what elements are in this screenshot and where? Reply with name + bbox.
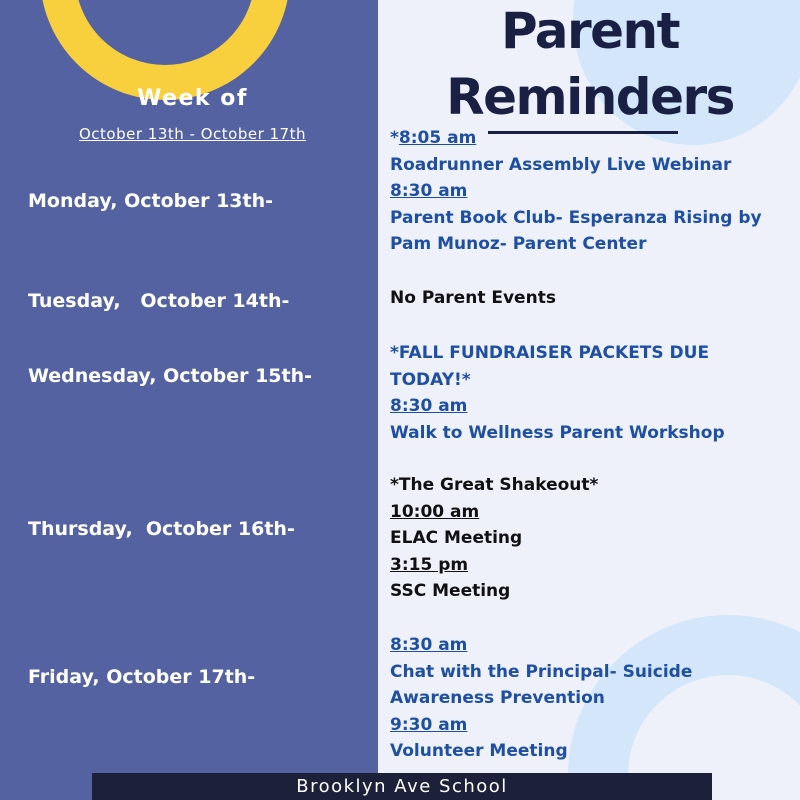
page-title-line1: Parent [500,2,680,60]
event-note: No Parent Events [390,288,556,308]
events-monday [390,125,762,258]
day-label-thursday: Thursday, October 16th- [28,518,295,540]
day-label-friday: Friday, October 17th- [28,666,256,688]
day-label-wednesday: Wednesday, October 15th- [28,365,313,387]
event-time: 9:30 am [390,714,468,735]
page-title-line2: Reminders [446,68,734,126]
event-title: SSC Meeting [390,581,511,601]
event-title: Volunteer Meeting [390,741,568,761]
events-thursday [390,472,598,605]
event-time: 8:30 am [390,635,468,655]
event-title: ELAC Meeting [390,528,523,548]
event-time: 8:30 am [390,181,468,201]
event-time: 8:30 am [390,396,468,416]
event-time: *8:05 am [390,128,477,148]
event-alert: *FALL FUNDRAISER PACKETS DUE [390,343,710,363]
event-note: *The Great Shakeout* [390,475,599,495]
footer-school-name: Brooklyn Ave School [92,773,712,800]
week-of-label: Week of [137,86,248,111]
event-alert: TODAY!* [390,369,471,390]
events-tuesday [390,285,556,312]
week-range: October 13th - October 17th [79,125,306,143]
events-friday [390,632,692,765]
day-label-monday: Monday, October 13th- [28,190,274,212]
event-title: Chat with the Principal- Suicide [390,661,693,682]
event-title: Awareness Prevention [390,688,605,708]
day-label-tuesday: Tuesday, October 14th- [28,290,290,312]
events-wednesday [390,340,725,446]
event-title: Pam Munoz- Parent Center [390,234,647,254]
yellow-ring-decoration [40,0,290,100]
event-time: 10:00 am [390,501,480,522]
event-title: Parent Book Club- Esperanza Rising by [390,207,762,228]
event-title: Walk to Wellness Parent Workshop [390,422,725,443]
event-time: 3:15 pm [390,554,469,575]
event-title: Roadrunner Assembly Live Webinar [390,154,732,175]
